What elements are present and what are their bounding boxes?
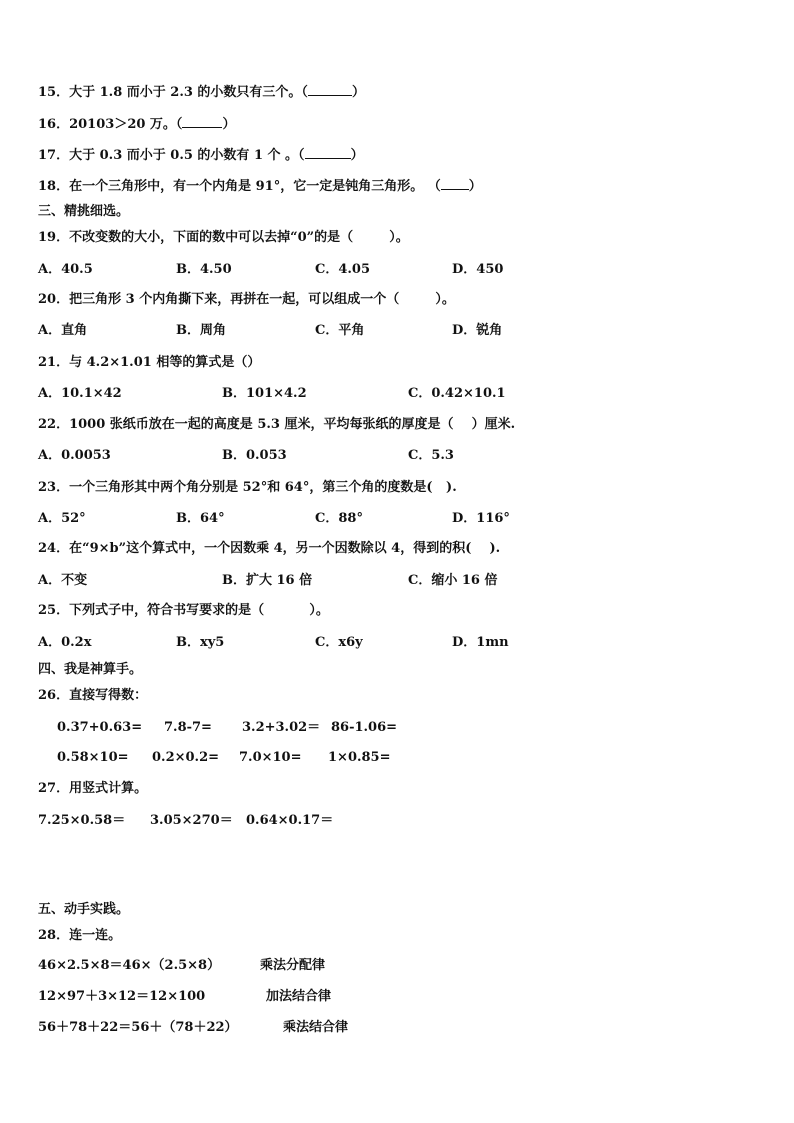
q24-option-c[interactable]: C．缩小 16 倍 [408,573,498,588]
q25-option-b[interactable]: B．xy5 [176,635,225,650]
q15-answer-blank[interactable] [308,84,352,96]
q18-close: ） [468,179,482,194]
question-26: 26．直接写得数： [38,688,148,703]
question-16 [38,116,235,133]
question-23: 23．一个三角形其中两个角分别是 52°和 64°，第三个角的度数是( ). [38,480,457,495]
q26-item: 7.0×10= [239,750,302,765]
q23-option-b[interactable]: B．64° [176,511,225,526]
question-18 [38,178,482,195]
q20-option-b[interactable]: B．周角 [176,323,226,338]
q24-option-a[interactable]: A．不变 [38,573,88,588]
question-19: 19．不改变数的大小，下面的数中可以去掉“0”的是（ ）。 [38,230,409,245]
q27-item: 7.25×0.58＝ [38,813,126,828]
q21-option-c[interactable]: C．0.42×10.1 [408,386,506,401]
q23-option-d[interactable]: D．116° [452,511,510,526]
q25-option-d[interactable]: D．1mn [452,635,509,650]
q17-close: ） [350,148,364,163]
q18-text: 18．在一个三角形中，有一个内角是 91°，它一定是钝角三角形。 （ [38,179,441,194]
question-17 [38,147,364,164]
q21-option-a[interactable]: A．10.1×42 [38,386,122,401]
q16-answer-blank[interactable] [182,116,222,128]
q28-right-item[interactable]: 乘法分配律 [260,958,326,973]
q26-item: 0.37+0.63= [57,720,143,735]
q20-option-d[interactable]: D．锐角 [452,323,503,338]
q27-item: 0.64×0.17＝ [246,813,334,828]
q22-option-c[interactable]: C．5.3 [408,448,454,463]
question-27: 27．用竖式计算。 [38,781,148,796]
question-20: 20．把三角形 3 个内角撕下来，再拼在一起，可以组成一个（ ）。 [38,292,455,307]
q20-option-a[interactable]: A．直角 [38,323,88,338]
q19-option-b[interactable]: B．4.50 [176,262,232,277]
question-15 [38,84,365,101]
q15-text: 15．大于 1.8 而小于 2.3 的小数只有三个。（ [38,85,308,100]
q15-close: ） [351,85,365,100]
section-3-heading: 三、精挑细选。 [38,204,130,219]
section-5-heading: 五、动手实践。 [38,902,130,917]
question-24: 24．在“9×b”这个算式中，一个因数乘 4，另一个因数除以 4，得到的积( ). [38,541,501,556]
q26-item: 86-1.06= [331,720,398,735]
question-25: 25．下列式子中，符合书写要求的是（ ）。 [38,603,329,618]
q26-item: 0.58×10= [57,750,129,765]
q23-option-c[interactable]: C．88° [315,511,363,526]
q22-option-b[interactable]: B．0.053 [222,448,287,463]
q25-option-c[interactable]: C．x6y [315,635,363,650]
q26-item: 0.2×0.2= [152,750,220,765]
q22-option-a[interactable]: A．0.0053 [38,448,111,463]
q19-option-c[interactable]: C．4.05 [315,262,371,277]
q21-option-b[interactable]: B．101×4.2 [222,386,307,401]
q26-item: 7.8-7= [164,720,212,735]
q24-option-b[interactable]: B．扩大 16 倍 [222,573,313,588]
q16-close: ） [222,117,236,132]
q19-option-d[interactable]: D．450 [452,262,504,277]
q19-option-a[interactable]: A．40.5 [38,262,93,277]
q28-left-item[interactable]: 56＋78＋22＝56＋（78＋22） [38,1020,238,1035]
q23-option-a[interactable]: A．52° [38,511,86,526]
q27-item: 3.05×270＝ [150,813,233,828]
q26-item: 3.2+3.02＝ [242,720,321,735]
q28-right-item[interactable]: 乘法结合律 [283,1020,349,1035]
q20-option-c[interactable]: C．平角 [315,323,365,338]
q18-answer-blank[interactable] [441,178,469,190]
q26-item: 1×0.85= [328,750,391,765]
q28-left-item[interactable]: 12×97＋3×12＝12×100 [38,989,206,1004]
q17-text: 17．大于 0.3 而小于 0.5 的小数有 1 个 。（ [38,148,305,163]
q28-right-item[interactable]: 加法结合律 [266,989,332,1004]
question-21: 21．与 4.2×1.01 相等的算式是（） [38,355,261,370]
question-22: 22．1000 张纸币放在一起的高度是 5.3 厘米，平均每张纸的厚度是（ ）厘米. [38,417,516,432]
q25-option-a[interactable]: A．0.2x [38,635,92,650]
q17-answer-blank[interactable] [305,147,351,159]
q28-left-item[interactable]: 46×2.5×8＝46×（2.5×8） [38,958,221,973]
question-28: 28．连一连。 [38,928,122,943]
q16-text: 16．20103＞20 万。（ [38,117,183,132]
section-4-heading: 四、我是神算手。 [38,662,143,677]
